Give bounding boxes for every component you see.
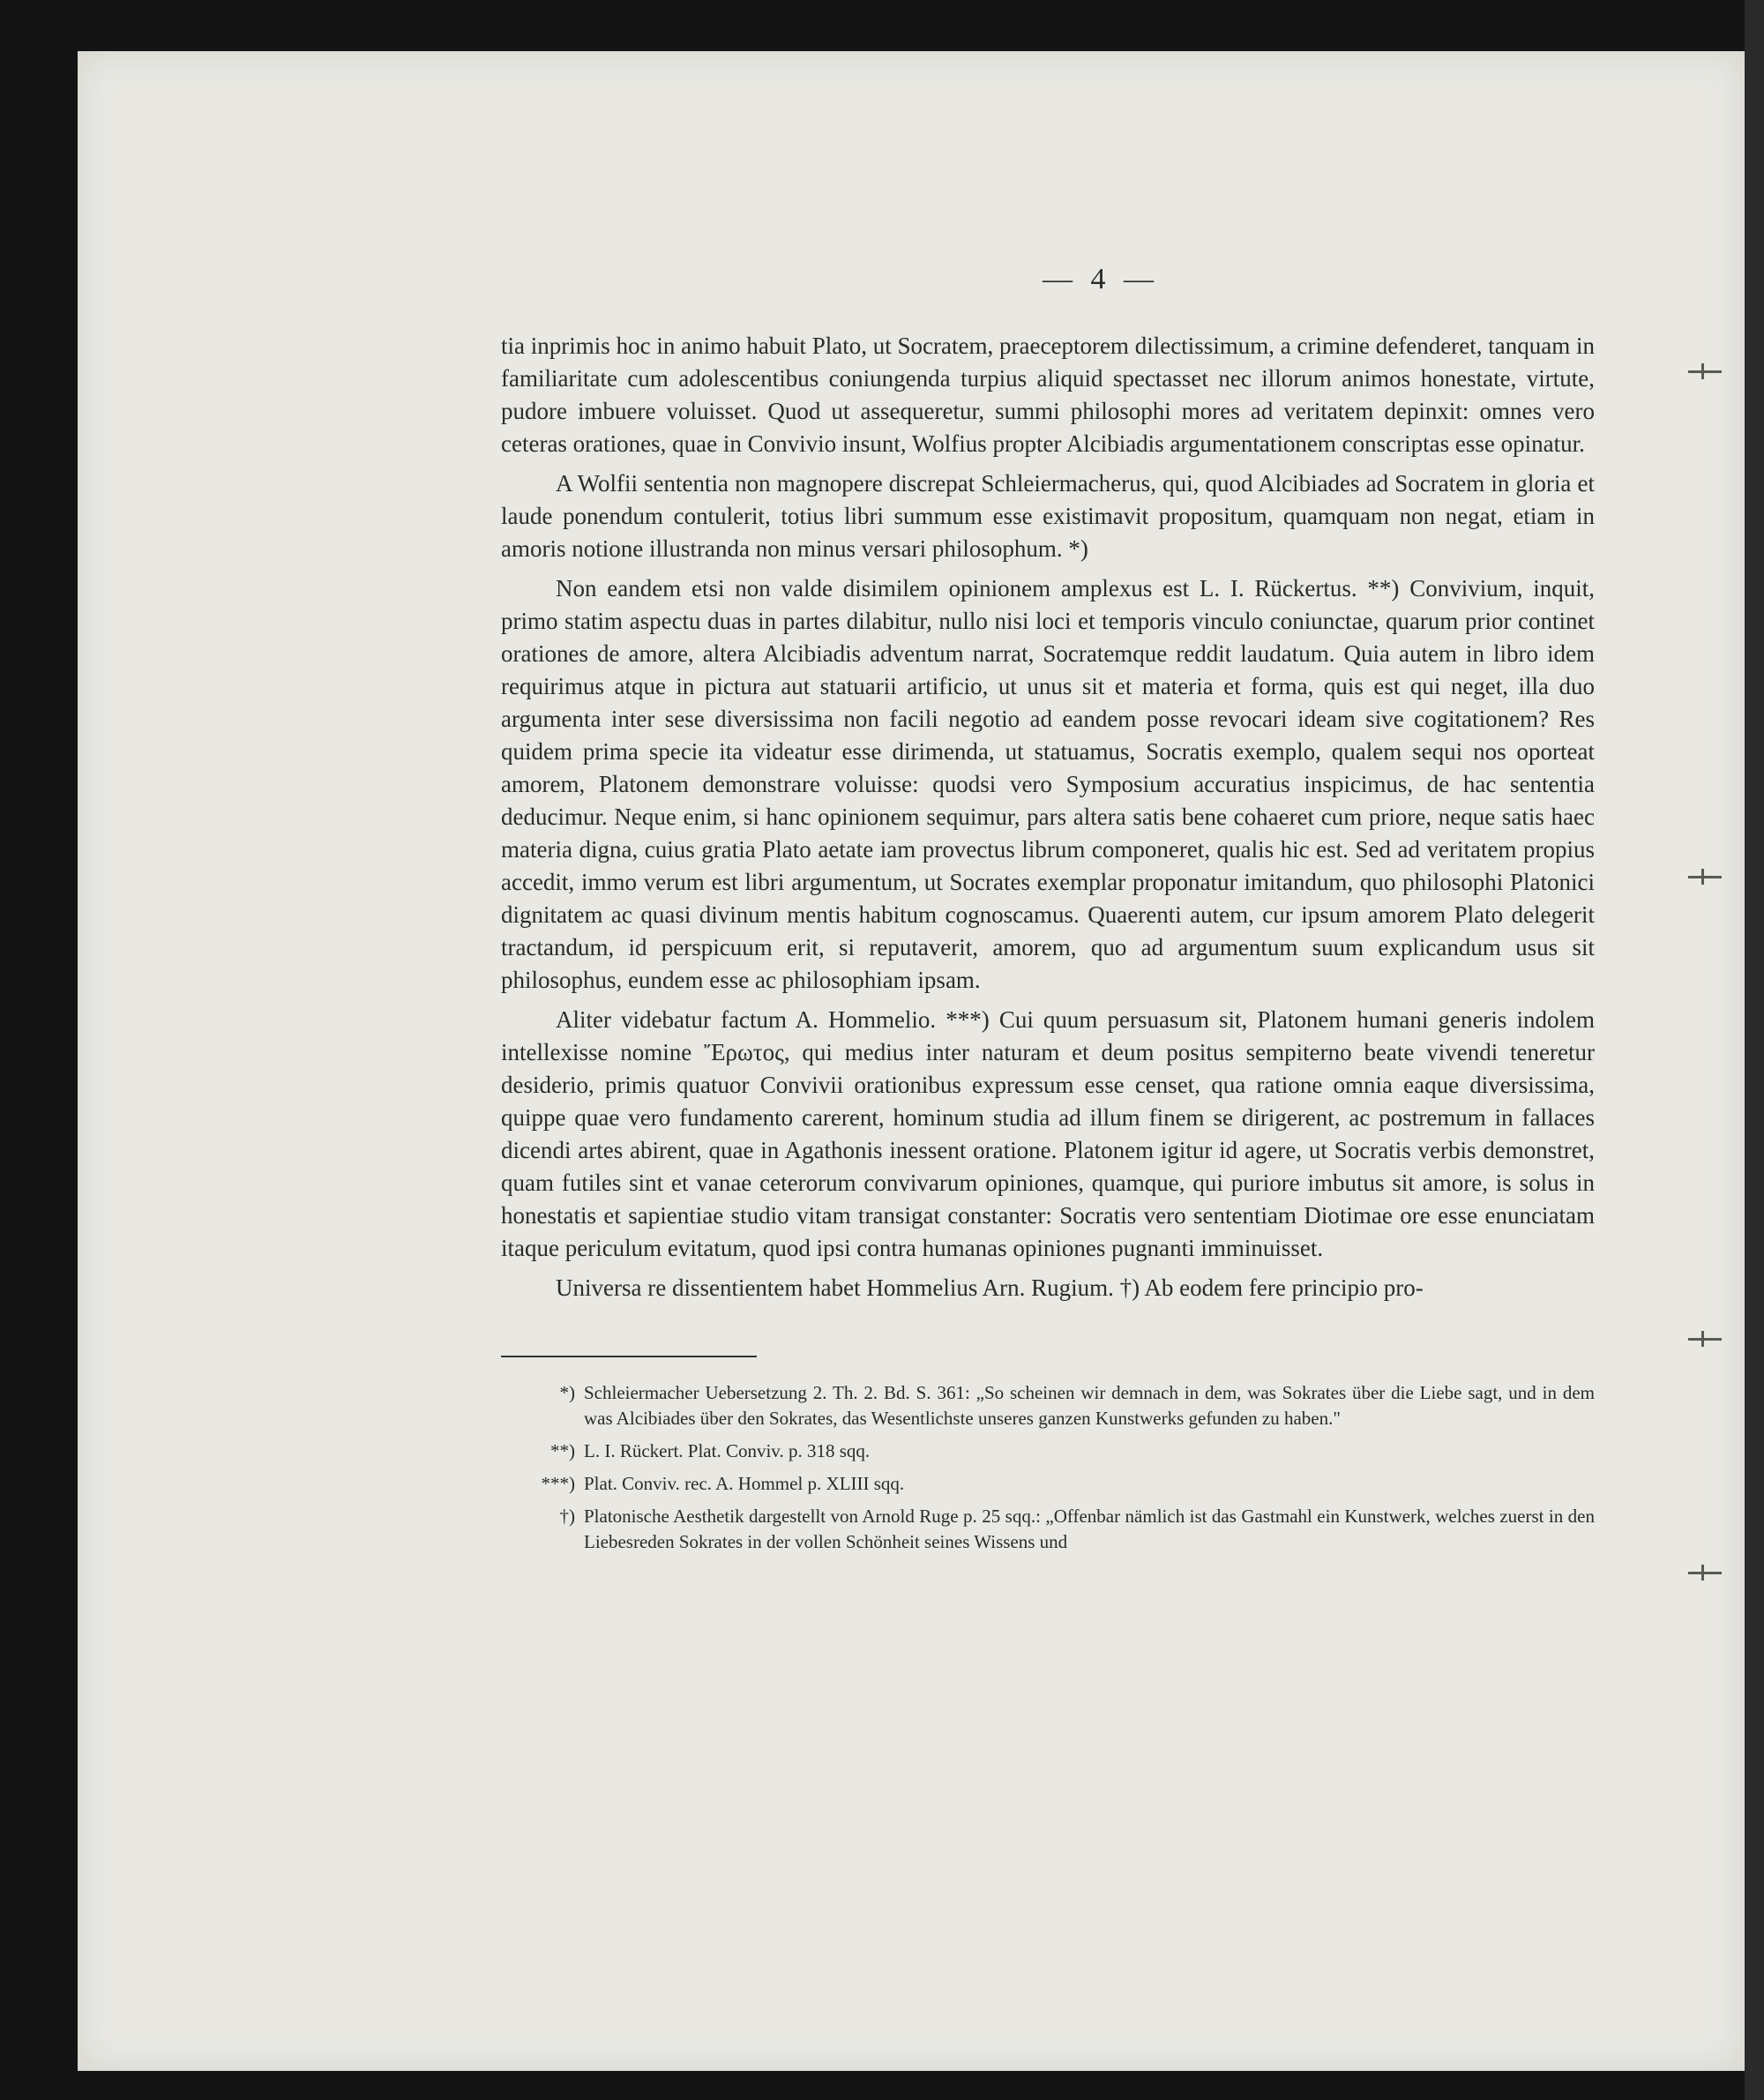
paragraph-1: tia inprimis hoc in animo habuit Plato, ut Socratem, praeceptorem dilectissimum, a crimine defenderet, tanquam in familiaritate cum adolescentibus coniungenda turpius aliquid spectasset nec illorum animos honestate, virtute, pudore imbuere voluisset. Quod ut assequeretur, summi philosophi mores ad veritatem depinxit: omnes vero ceteras orationes, quae in Convivio insunt, Wolfius propter Alcibiadis argumentationem conscriptas esse opinatur. xyxy=(501,333,1595,457)
paragraph-5: Universa re dissentientem habet Hommelius Arn. Rugium. †) Ab eodem fere principio pro- xyxy=(556,1274,1424,1301)
footnote-mark: ***) xyxy=(541,1473,575,1494)
scan-edge xyxy=(1745,0,1764,2100)
footnote-text: Plat. Conviv. rec. A. Hommel p. XLIII sqq. xyxy=(584,1473,905,1494)
footnote-1 xyxy=(501,1380,1595,1431)
footnote-mark: *) xyxy=(559,1382,575,1403)
paragraph-3: Non eandem etsi non valde disimilem opinionem amplexus est L. I. Rückertus. **) Convivium, inquit, primo statim aspectu duas in partes dilabitur, nullo nisi loci et temporis vinculo coniunctae, quarum prior continet orationes de amore, altera Alcibiadis adventum narrat, Socratemque reddit laudatum. Quia autem in libro idem requirimus atque in pictura aut statuarii artificio, ut unus sit et materia et forma, quis est qui neget, illa duo argumenta inter sese diversissima non facili negotio ad eandem posse revocari ideam sive cogitationem? Res quidem prima specie ita videatur esse dirimenda, ut statuamus, Socratis exemplo, qualem sequi nos oporteat amorem, Platonem demonstrare voluisse: quodsi vero Symposium accuratius inspicimus, de hac sententia deducimur. Neque enim, si hanc opinionem sequimur, pars altera satis bene cohaeret cum priore, neque satis haec materia digna, cuius gratia Plato aetate iam provectus librum componeret, qualis hic est. Sed ad veritatem propius accedit, immo verum est libri argumentum, ut Socrates exemplar proponatur imitandum, quo philosophi Platonici dignitatem ac quasi divinum mentis habitum cognoscamus. Quaerenti autem, cur ipsum amorem Plato delegerit tractandum, id perspicuum erit, si reputaverit, amorem, quo ad argumentum suum explicandum usus sit philosophus, eundem esse ac philosophiam ipsam. xyxy=(501,575,1595,993)
footnote-text: L. I. Rückert. Plat. Conviv. p. 318 sqq. xyxy=(584,1440,871,1461)
scanned-page xyxy=(78,51,1745,2071)
paragraph-4: Aliter videbatur factum A. Hommelio. ***) Cui quum persuasum sit, Platonem humani generis indolem intellexisse nomine Ἔρωτος, qui medius inter naturam et deum positus sempiterno beate vivendi teneretur desiderio, primis quatuor Convivii orationibus expressum esse censet, qua ratione omnia eaque diversissima, quippe quae vero fundamento carerent, hominum studia ad illum finem se dirigerent, ac postremum in fallaces dicendi artes abirent, quae in Agathonis inessent oratione. Platonem igitur id agere, ut Socratis verbis demonstret, quam futiles sint et vanae ceterorum convivarum opiniones, quamque, qui puriore imbutus sit amore, is solus in honestatis et sapientiae studio vitam transigat constanter: Socratis vero sententiam Diotimae ore esse enunciatam itaque periculum evitatum, quod ipsi contra humanas opiniones pugnanti imminuisset. xyxy=(501,1006,1595,1261)
page-number: — 4 — xyxy=(1043,263,1159,295)
footnote-4 xyxy=(501,1504,1595,1555)
footnote-text: Platonische Aesthetik dargestellt von Arnold Ruge p. 25 sqq.: „Offenbar nämlich ist das Gastmahl ein Kunstwerk, welches zuerst in den Liebesreden Sokrates in der vollen Schönheit seines Wissens und xyxy=(584,1506,1595,1552)
margin-tick-mark xyxy=(1688,876,1722,878)
margin-tick-mark xyxy=(1688,1572,1722,1574)
footnote-3 xyxy=(501,1471,1595,1497)
margin-tick-mark xyxy=(1688,370,1722,373)
footnote-mark: **) xyxy=(550,1440,575,1461)
paragraph-2: A Wolfii sententia non magnopere discrepat Schleiermacherus, qui, quod Alcibiades ad Socratem in gloria et laude ponendum contulerit, totius libri summum esse existimavit propositum, quamquam non negat, etiam in amoris notione illustranda non minus versari philosophum. *) xyxy=(501,470,1595,562)
footnote-2 xyxy=(501,1439,1595,1464)
margin-tick-mark xyxy=(1688,1338,1722,1341)
footnote-mark: †) xyxy=(559,1506,575,1527)
footnote-divider xyxy=(501,1356,757,1357)
footnote-text: Schleiermacher Uebersetzung 2. Th. 2. Bd. S. 361: „So scheinen wir demnach in dem, was Sokrates über die Liebe sagt, und in dem was Alcibiades über den Sokrates, das Wesentlichste unseres ganzen Kunstwerks gefunden zu haben." xyxy=(584,1382,1595,1429)
page-content xyxy=(501,263,1595,1562)
